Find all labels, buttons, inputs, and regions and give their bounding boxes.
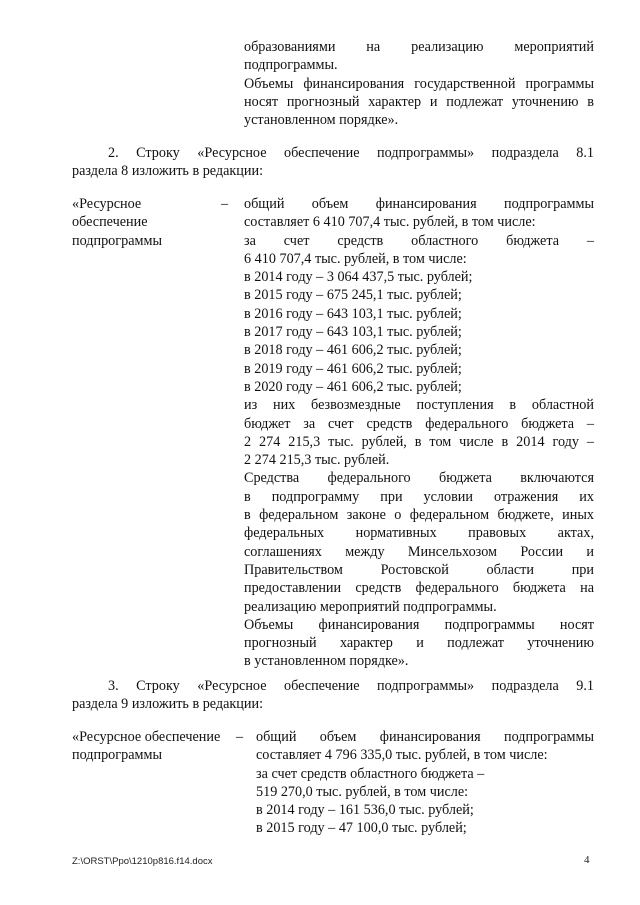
value-line: бюджет за счет средств федерального бюджета – — [244, 415, 594, 432]
page-number: 4 — [584, 854, 590, 866]
label-line: обеспечение — [72, 214, 148, 231]
value-line: составляет 6 410 707,4 тыс. рублей, в том числе: — [244, 214, 536, 231]
table-8-dash: – — [221, 196, 229, 212]
text-line: раздела 8 изложить в редакции: — [72, 163, 264, 180]
value-line: в 2019 году – 461 606,2 тыс. рублей; — [244, 360, 462, 377]
value-line: общий объем финансирования подпрограммы — [256, 729, 594, 745]
value-line: в 2020 году – 461 606,2 тыс. рублей; — [244, 378, 462, 395]
value-line: федеральных нормативных правовых актах, — [244, 525, 594, 542]
value-line: общий объем финансирования подпрограммы — [244, 196, 594, 212]
value-line: реализацию мероприятий подпрограммы. — [244, 598, 497, 615]
text-line: 3. Строку «Ресурсное обеспечение подпрограммы» подраздела 9.1 — [108, 678, 594, 694]
footer-file-path: Z:\ORST\Ppo\1210p816.f14.docx — [72, 856, 213, 867]
value-line: составляет 4 796 335,0 тыс. рублей, в том числе: — [256, 747, 548, 764]
value-line: в 2014 году – 161 536,0 тыс. рублей; — [256, 802, 474, 819]
value-line: в 2017 году – 643 103,1 тыс. рублей; — [244, 324, 462, 341]
value-line: из них безвозмездные поступления в областной — [244, 397, 594, 414]
value-line: в 2018 году – 461 606,2 тыс. рублей; — [244, 342, 462, 359]
value-line: в 2014 году – 3 064 437,5 тыс. рублей; — [244, 269, 473, 286]
value-line: 519 270,0 тыс. рублей, в том числе: — [256, 783, 469, 800]
value-line: предоставлении средств федерального бюджета на — [244, 580, 594, 597]
value-line: Правительством Ростовской области при — [244, 561, 594, 578]
table-9-label — [72, 728, 220, 765]
table-9-value — [256, 728, 594, 838]
value-line: прогнозный характер и подлежат уточнению — [244, 635, 594, 652]
label-line: «Ресурсное — [72, 196, 142, 212]
value-line: Объемы финансирования подпрограммы носят — [244, 616, 594, 633]
label-line: «Ресурсное обеспечение — [72, 729, 221, 745]
text-line: раздела 9 изложить в редакции: — [72, 696, 264, 713]
value-line: в 2016 году – 643 103,1 тыс. рублей; — [244, 305, 462, 322]
text-line: Объемы финансирования государственной программы — [244, 75, 594, 92]
table-8-label — [72, 195, 162, 250]
item-3-paragraph — [72, 677, 594, 714]
value-line: за счет средств областного бюджета – — [256, 765, 485, 782]
top-continuation-text — [244, 38, 594, 129]
value-line: в установленном порядке». — [244, 653, 409, 670]
value-line: 2 274 215,3 тыс. рублей. — [244, 452, 390, 469]
label-line: подпрограммы — [72, 232, 162, 249]
text-line: образованиями на реализацию мероприятий — [244, 39, 594, 55]
value-line: в подпрограмму при условии отражения их — [244, 488, 594, 505]
value-line: 6 410 707,4 тыс. рублей, в том числе: — [244, 250, 467, 267]
label-line: подпрограммы — [72, 747, 162, 764]
item-2-paragraph — [72, 144, 594, 181]
value-line: в 2015 году – 47 100,0 тыс. рублей; — [256, 820, 467, 837]
table-8-value — [244, 195, 594, 671]
value-line: Средства федерального бюджета включаются — [244, 470, 594, 487]
text-line: установленном порядке». — [244, 112, 399, 129]
value-line: соглашениях между Минсельхозом России и — [244, 543, 594, 560]
text-line: носят прогнозный характер и подлежат уточнению в — [244, 93, 594, 110]
value-line: 2 274 215,3 тыс. рублей, в том числе в 2014 году – — [244, 433, 594, 450]
text-line: 2. Строку «Ресурсное обеспечение подпрограммы» подраздела 8.1 — [108, 145, 594, 161]
value-line: в 2015 году – 675 245,1 тыс. рублей; — [244, 287, 462, 304]
value-line: в федеральном законе о федеральном бюджете, иных — [244, 507, 594, 524]
text-line: подпрограммы. — [244, 57, 338, 74]
table-9-dash: – — [236, 729, 244, 745]
value-line: за счет средств областного бюджета – — [244, 232, 594, 249]
